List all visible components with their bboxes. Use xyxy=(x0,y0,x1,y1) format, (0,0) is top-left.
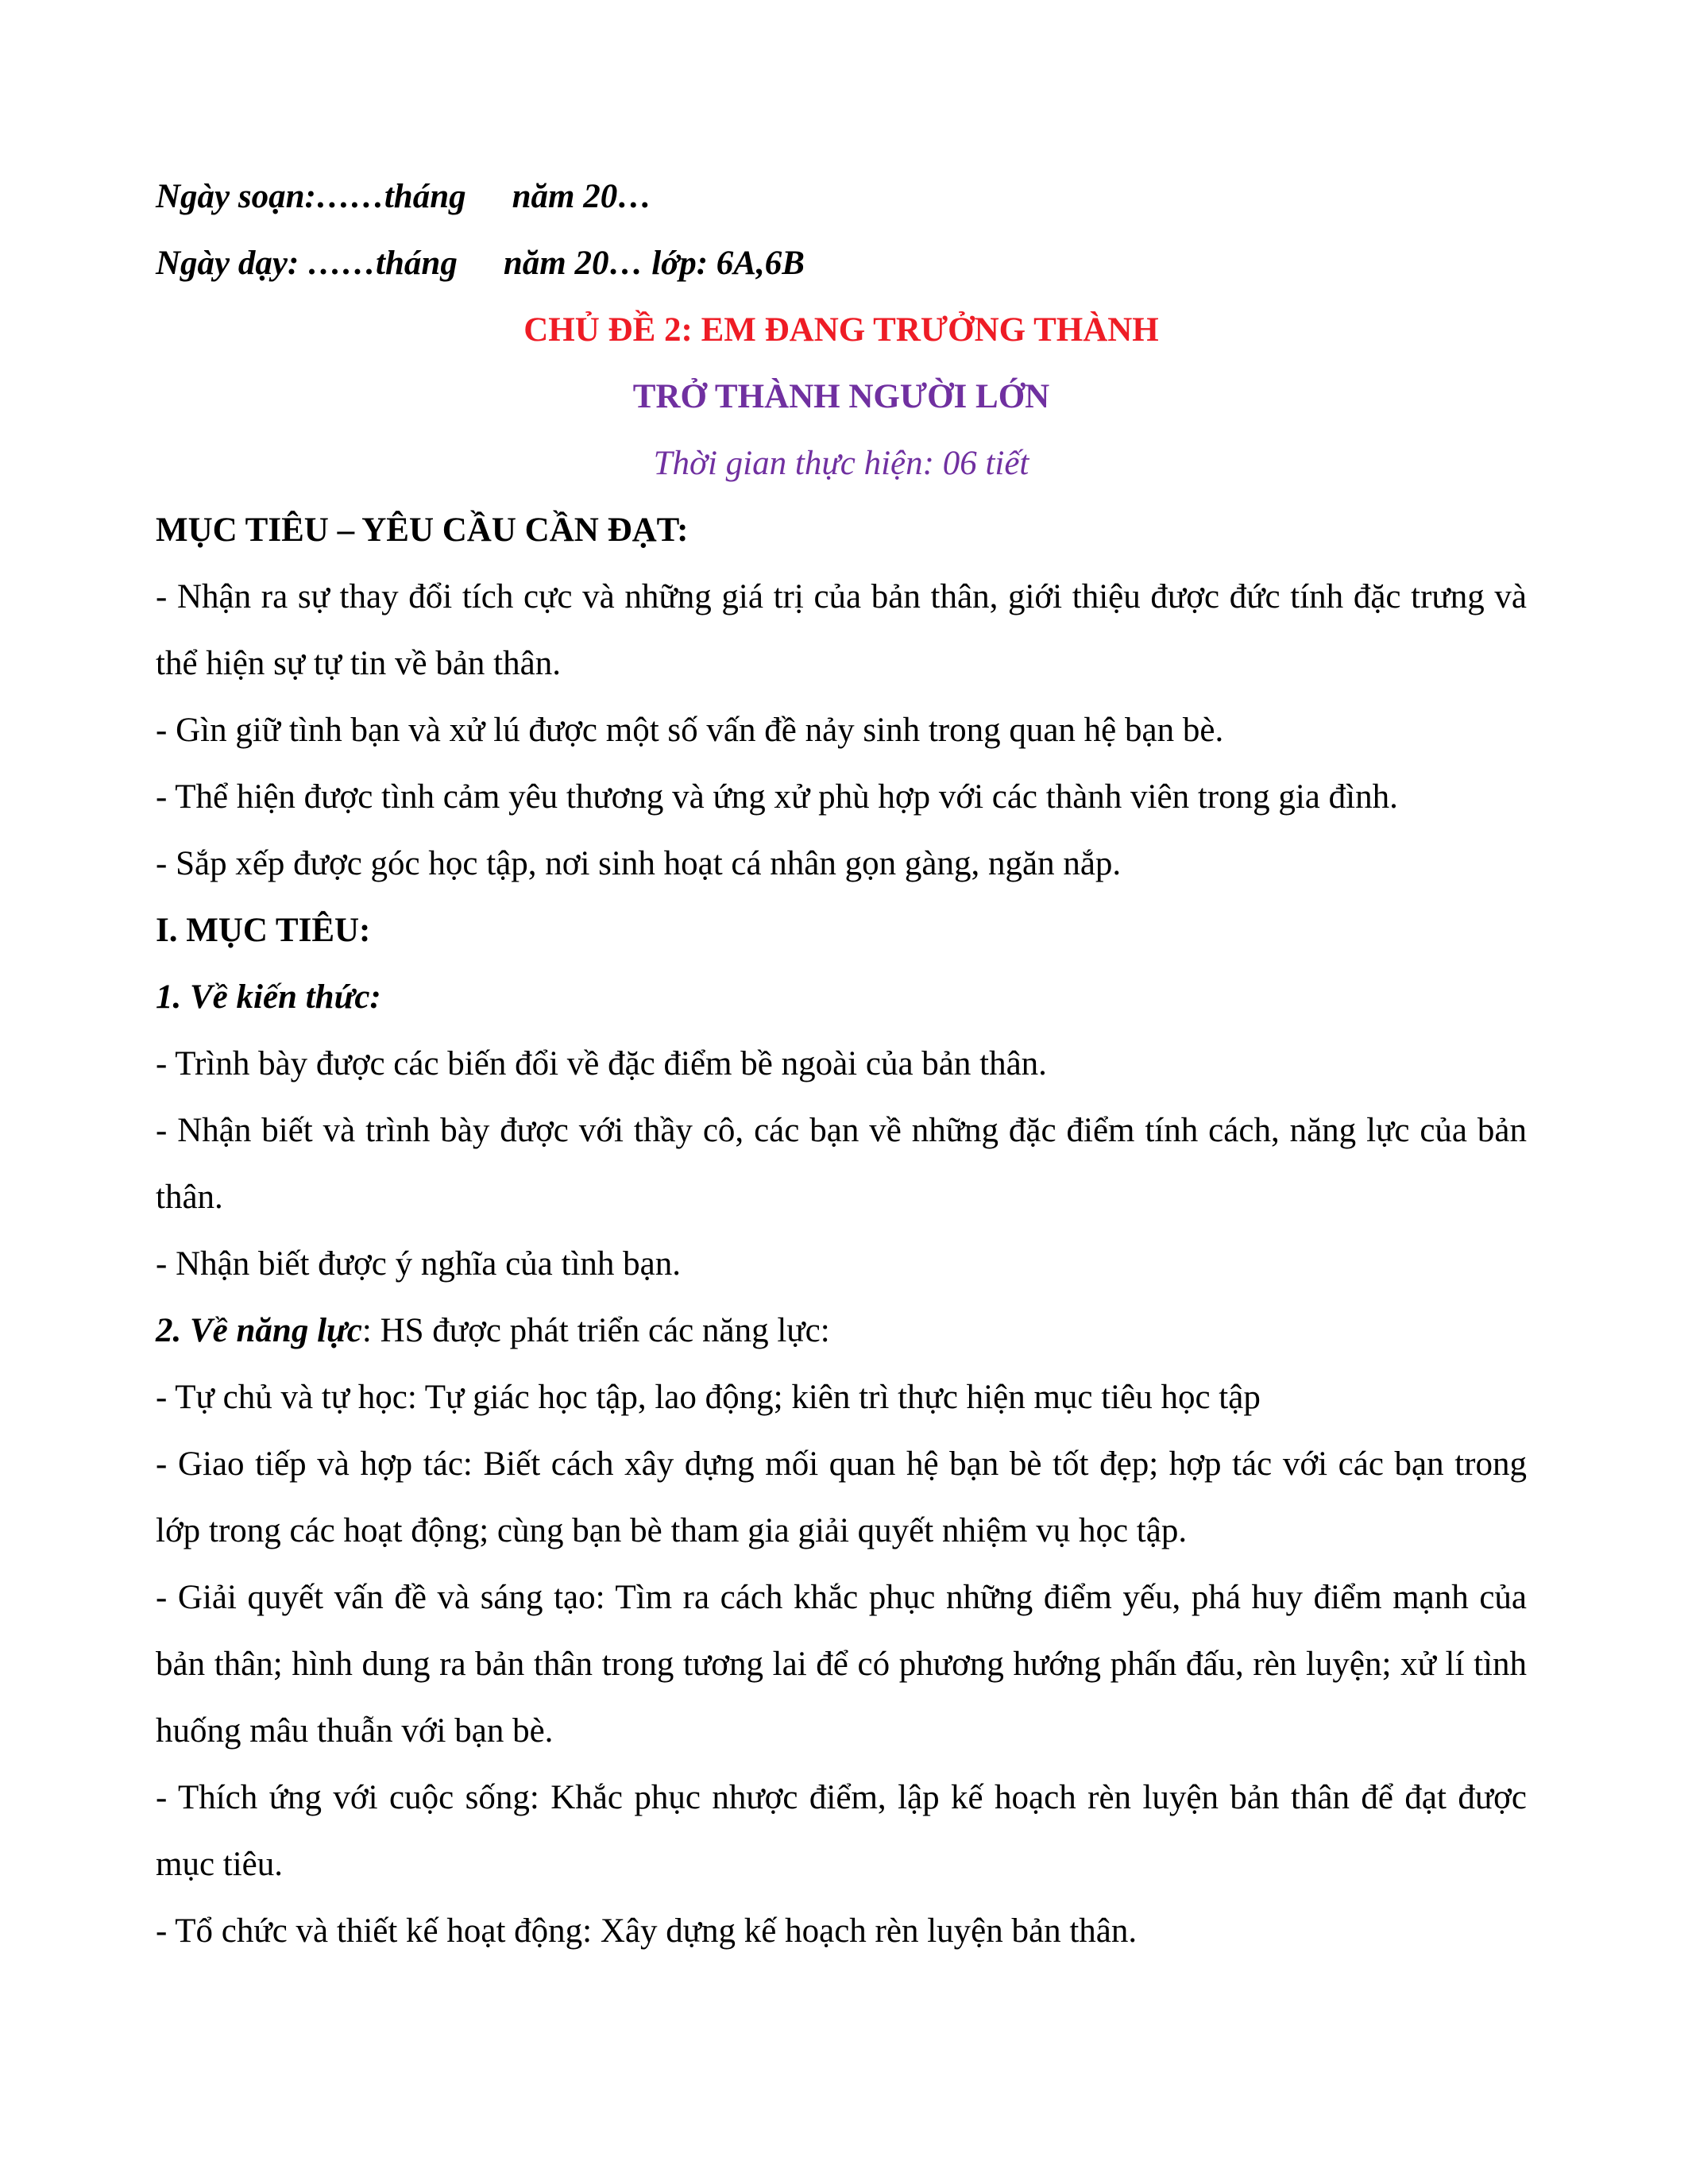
ngay-day-year: năm 20… lớp: 6A,6B xyxy=(503,245,805,282)
ngay-day-label: Ngày dạy: ……tháng xyxy=(156,245,458,282)
nang-luc-item: - Thích ứng với cuộc sống: Khắc phục nhược điểm, lập kế hoạch rèn luyện bản thân để đạt được mục tiêu. xyxy=(156,1779,1527,1883)
muc-tieu-yeu-cau-heading: MỤC TIÊU – YÊU CẦU CẦN ĐẠT: xyxy=(156,511,689,549)
bai-title: TRỞ THÀNH NGƯỜI LỚN xyxy=(632,378,1050,415)
kien-thuc-item: - Trình bày được các biến đổi về đặc điểm bề ngoài của bản thân. xyxy=(156,1045,1047,1082)
kien-thuc-item: - Nhận biết được ý nghĩa của tình bạn. xyxy=(156,1245,681,1283)
nang-luc-item: - Giải quyết vấn đề và sáng tạo: Tìm ra cách khắc phục những điểm yếu, phá huy điểm mạnh của bản thân; hình dung ra bản thân trong tương lai để có phương hướng phấn đấu, rèn luyện; xử lí tình huống mâu thuẫn với bạn bè. xyxy=(156,1579,1527,1750)
nang-luc-line xyxy=(156,1298,1527,1364)
ngay-soan-line xyxy=(156,164,1527,230)
yeu-cau-item: - Thể hiện được tình cảm yêu thương và ứng xử phù hợp với các thành viên trong gia đình. xyxy=(156,778,1398,816)
nang-luc-heading: 2. Về năng lực xyxy=(156,1312,362,1349)
nang-luc-intro: : HS được phát triển các năng lực: xyxy=(361,1312,830,1349)
kien-thuc-item: - Nhận biết và trình bày được với thầy cô, các bạn về những đặc điểm tính cách, năng lực của bản thân. xyxy=(156,1112,1527,1216)
ngay-day-line xyxy=(156,230,1527,297)
yeu-cau-item: - Gìn giữ tình bạn và xử lú được một số vấn đề nảy sinh trong quan hệ bạn bè. xyxy=(156,712,1224,749)
nang-luc-item: - Tổ chức và thiết kế hoạt động: Xây dựng kế hoạch rèn luyện bản thân. xyxy=(156,1912,1138,1950)
thoi-gian-subtitle: Thời gian thực hiện: 06 tiết xyxy=(653,445,1029,482)
kien-thuc-heading: 1. Về kiến thức: xyxy=(156,978,381,1016)
chu-de-title: CHỦ ĐỀ 2: EM ĐANG TRƯỞNG THÀNH xyxy=(523,311,1159,349)
nang-luc-item: - Giao tiếp và hợp tác: Biết cách xây dựng mối quan hệ bạn bè tốt đẹp; hợp tác với các bạn trong lớp trong các hoạt động; cùng bạn bè tham gia giải quyết nhiệm vụ học tập. xyxy=(156,1445,1527,1549)
nang-luc-item: - Tự chủ và tự học: Tự giác học tập, lao động; kiên trì thực hiện mục tiêu học tập xyxy=(156,1379,1261,1416)
section-1-heading: I. MỤC TIÊU: xyxy=(156,912,371,949)
ngay-soan-label: Ngày soạn:……tháng xyxy=(156,178,466,215)
document-page xyxy=(156,164,1527,1965)
yeu-cau-item: - Sắp xếp được góc học tập, nơi sinh hoạt cá nhân gọn gàng, ngăn nắp. xyxy=(156,845,1122,882)
ngay-soan-year: năm 20… xyxy=(512,178,652,215)
yeu-cau-item: - Nhận ra sự thay đổi tích cực và những giá trị của bản thân, giới thiệu được đức tính đặc trưng và thể hiện sự tự tin về bản thân. xyxy=(156,578,1527,682)
